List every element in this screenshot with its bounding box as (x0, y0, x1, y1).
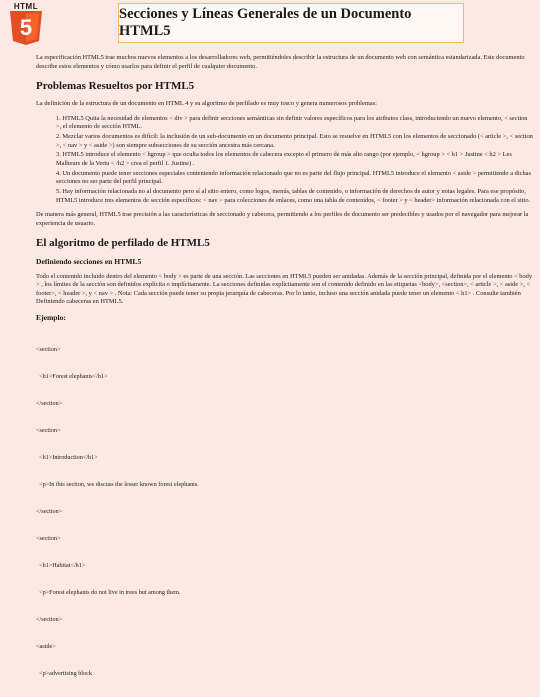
list-item: 3. HTML5 introduce el elemento < hgroup > que oculta todos los elementos de cabecera excepto el primero de más alto rango (por ejemplo, < hgroup > < h1 > Justine < h2 > Les Malheurs de la Vertu < /h2 > crea el perfil 1. Justine) . (56, 151, 512, 167)
code-line: <aside> (36, 642, 56, 650)
code-line: <section> (36, 427, 61, 435)
list-item: 4. Un documento puede tener secciones especiales conteniendo información relacionado que no es parte del flujo principal. HTML5 introduce el elemento < aside > permitiendo a dichas secciones no ser parte del perfil principal. (56, 169, 531, 186)
html5-shield-icon (10, 11, 42, 45)
code-line: <p>advertising block (36, 669, 92, 677)
page-title: Secciones y Líneas Generales de un Documento HTML5 (119, 6, 412, 39)
code-line: </section> (36, 400, 63, 408)
problems-list (36, 115, 534, 205)
section1-closing: De manera más general, HTML5 trae precisión a las características de seccionado y cabecera, permitiendo a los perfiles de documento ser predecibles y usados por el navegador para mejorar la experiencia de usuario. (36, 211, 529, 227)
intro-paragraph: La especificación HTML5 trae muchos nuevos elementos a los desarrolladores web, permitiéndoles describir la estructura de un documento web con semántica estandarizada. Este documento describe estos elementos y cómo usarlos para definir el perfil de cualquier documento. (36, 54, 525, 70)
logo-glyph: 5 (19, 15, 33, 40)
code-line: </section> (36, 615, 63, 623)
code-line: <section> (36, 346, 61, 354)
code-line: </section> (36, 508, 63, 516)
list-item: 2. Mezclar varios documentos es difícil: la inclusión de un sub-documento en un documento principal. Esto se resuelve en HTML5 con los elementos de seccionado (< article >, < section >, < nav > y < aside >) son siempre subsecciones de su sección ancestra más cercana. (56, 133, 533, 149)
code-line: <p>In this section, we discuss the lesser known forest elephants. (36, 481, 199, 489)
code-line: <h1>Habitat</h1> (36, 561, 86, 569)
main-content (36, 54, 534, 697)
example-heading: Ejemplo: (36, 313, 66, 323)
logo-text: HTML (13, 2, 39, 11)
section2-subheading: Definiendo secciones en HTML5 (36, 257, 142, 267)
html5-logo (6, 2, 46, 46)
code-line: <section> (36, 535, 61, 542)
section2-heading: El algoritmo de perfilado de HTML5 (36, 237, 210, 250)
code-line: <h1>Forest elephants</h1> (36, 373, 108, 381)
code-line: <h1>Introduction</h1> (36, 454, 98, 462)
list-item: 5. Hay información relacionada no al documento pero sí al sitio entero, como logos, menús, tablas de contenido, o información de derechos de autor y notas legales. Para ese propósito, HTML5 introduce tres elementos de sección específicos: < nav > para colecciones de enlaces, como una tabla de contenidos, < footer > y < header> información relacionada con el sitio. (56, 187, 531, 204)
list-item: 1. HTML5 Quita la necesidad de elementos < div > para definir secciones semánticas sin definir valores específicos para los atributos class, introduciendo un nuevo elemento, < section >, el elemento de sección HTML. (56, 114, 528, 131)
section2-body: Todo el contenido incluido dentro del elemento < body > es parte de una sección. Las secciones en HTML5 pueden ser anidadas. Además de la sección principal, definida por el elemento < body > , los límites de la sección son definidos explícita o implícitamente. La secciones definidas explícitamente son el contenido definido en las etiquetas <body>, <section>, < article >, < aside >, < footer>, < header >, y < nav > . Nota: Cada sección puede tener su propia jerarquía de cabeceras. Por lo tanto, incluso una sección anidada puede tener un elemento < h1> . Consulte también Definiendo cabeceras en HTML5. (36, 272, 533, 306)
code-line: <p>Forest elephants do not live in trees but among them. (36, 588, 181, 596)
title-box (118, 3, 464, 43)
code-example (36, 328, 534, 696)
section1-heading: Problemas Resueltos por HTML5 (36, 80, 195, 93)
section1-lead: La definición de la estructura de un documento en HTML 4 y su algoritmo de perfilado es muy tosco y genera numerosos problemas: (36, 100, 377, 108)
